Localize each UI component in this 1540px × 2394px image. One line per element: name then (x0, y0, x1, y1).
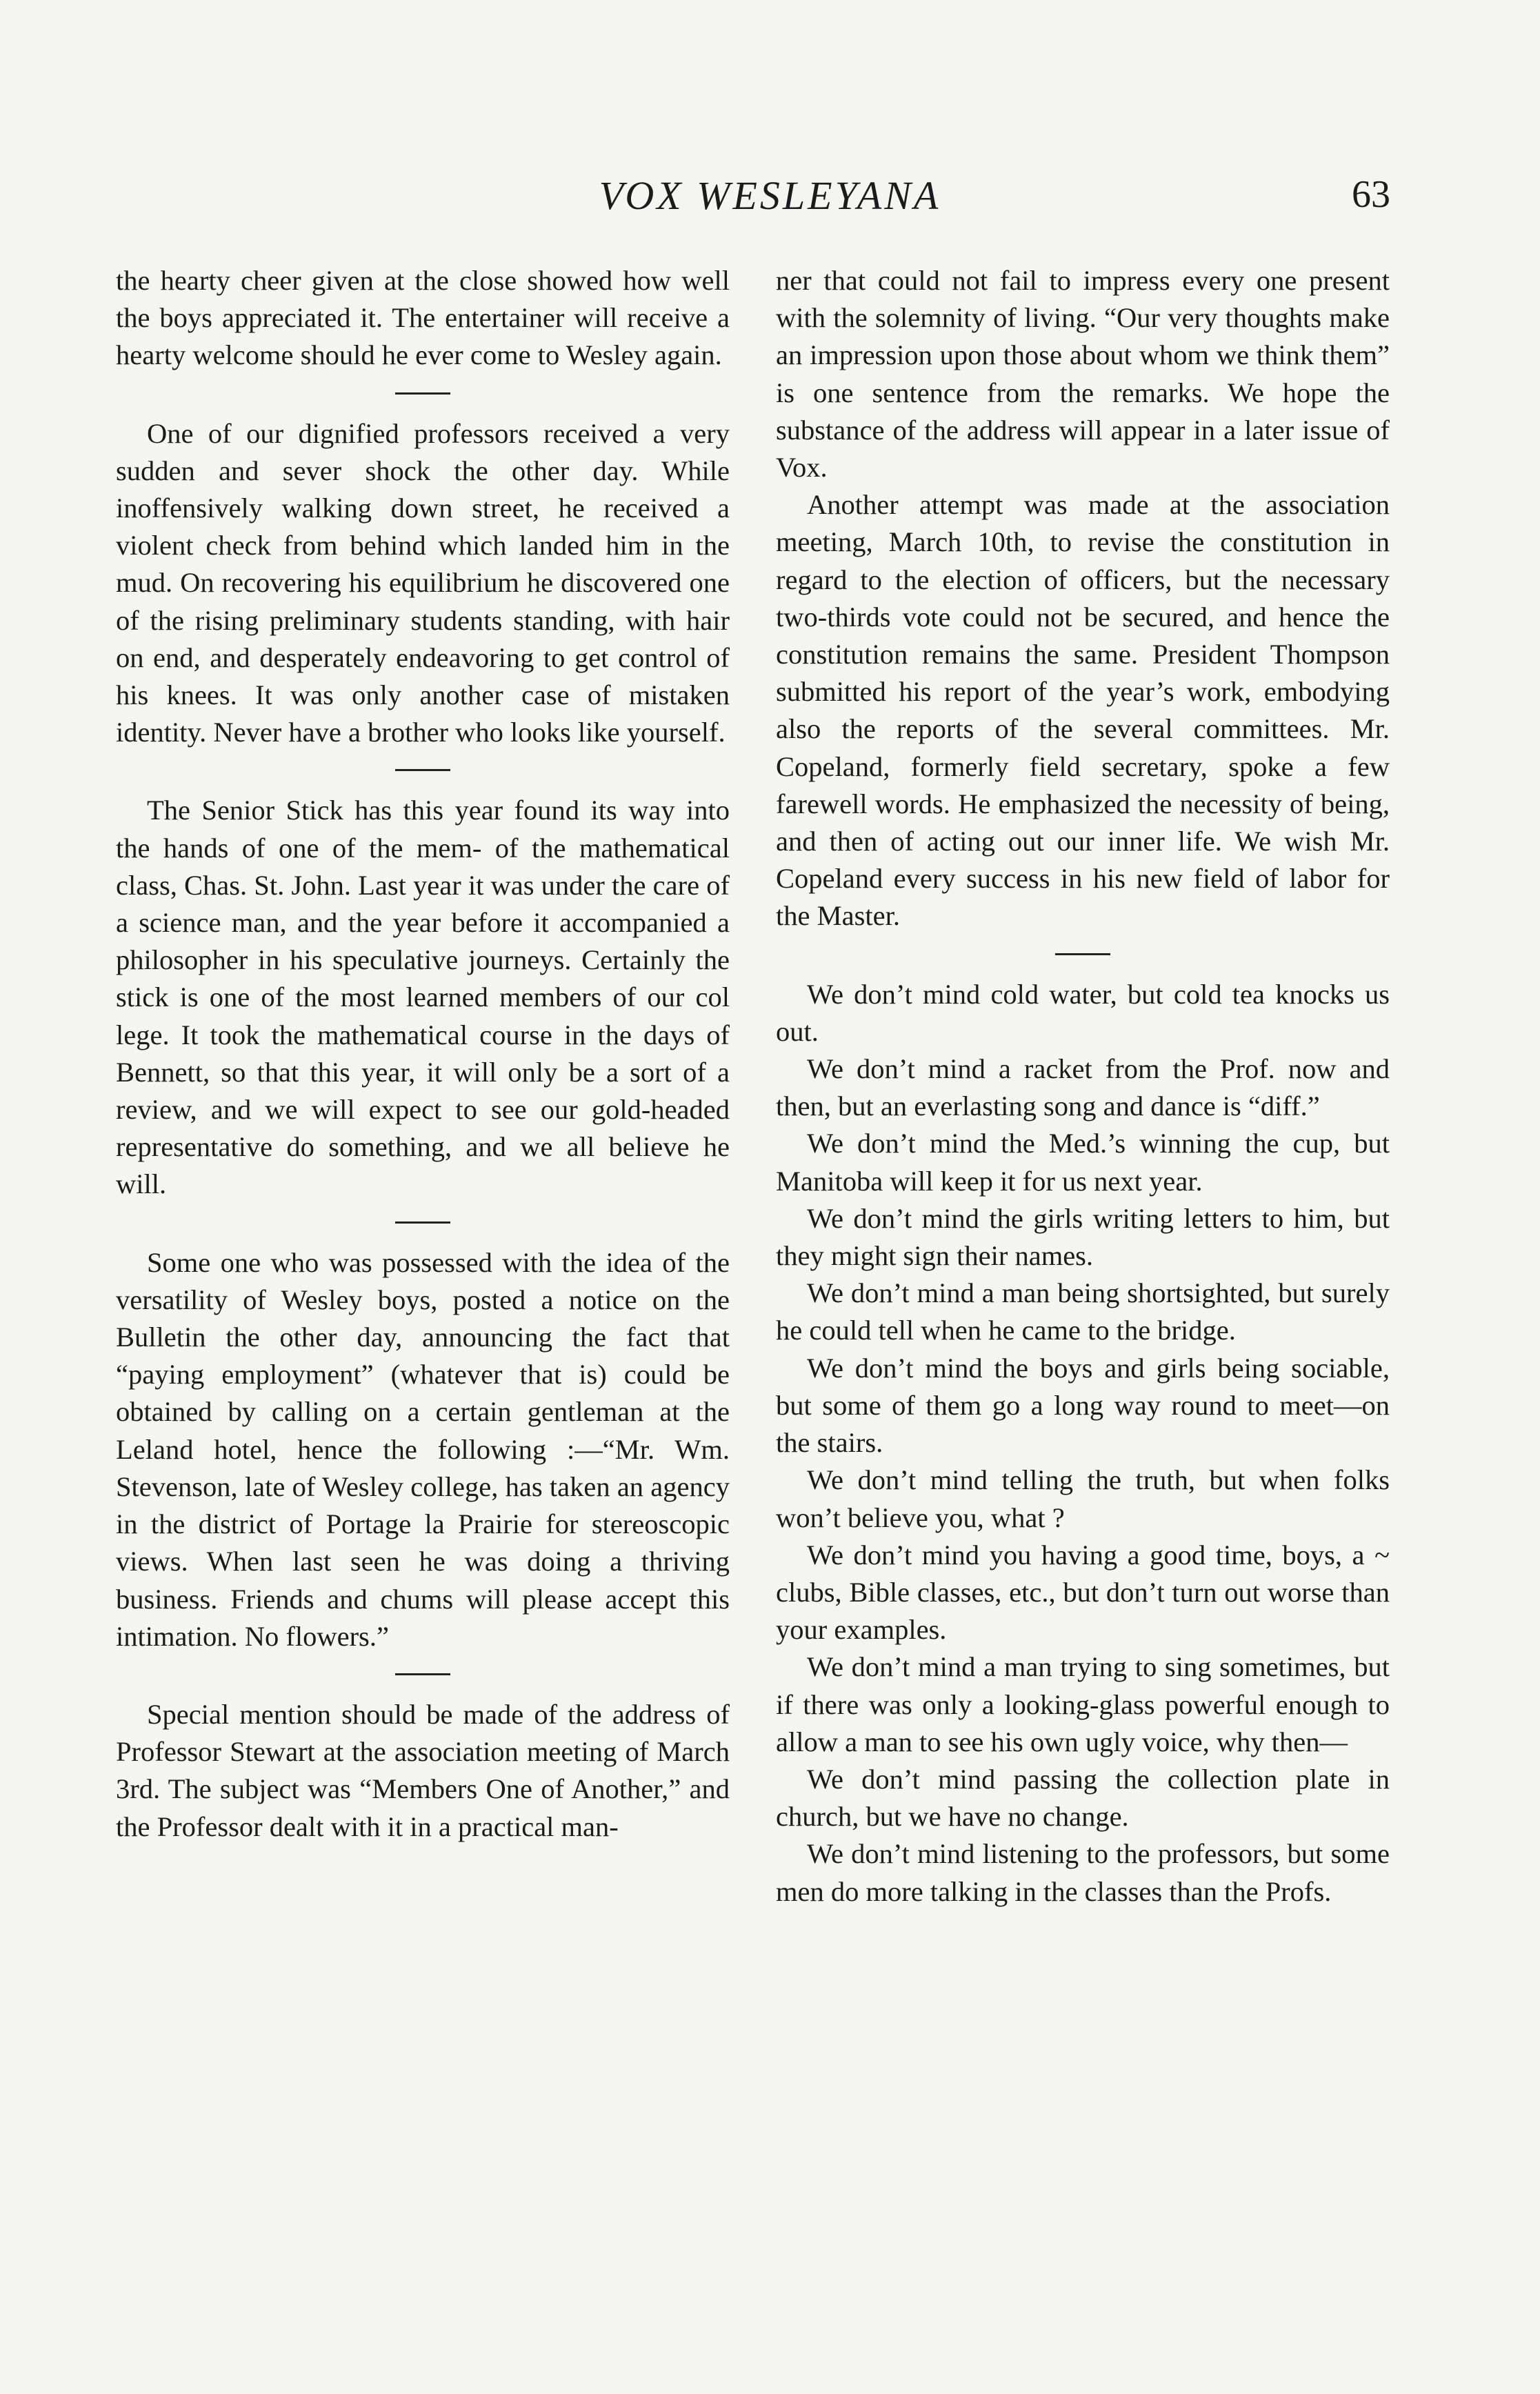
we-dont-mind-item: We don’t mind cold water, but cold tea knocks us out. (776, 978, 1390, 1047)
paragraph-senior-stick: The Senior Stick has this year found its way into the hands of one of the mem- of the mathematical class, Chas. St. John. Last year it was under the care of a science man, and the year before it accompanied a philosopher in his speculative journeys. Certainly the stick is one of the most learned members of our col lege. It took the mathematical course in the days of Bennett, so that this year, it will only be a sort of a review, and we will expect to see our gold-headed representative do something, and we all believe he will. (116, 795, 730, 1200)
paragraph-professor-shock: One of our dignified professors received a very sudden and sever shock the other day. While inoffensively walking down street, he received a violent check from behind which landed him in the mud. On recovering his equilibrium he discovered one of the rising preliminary students standing, with hair on end, and desperately endeavoring to get control of his knees. It was only another case of mistaken identity. Never have a brother who looks like yourself. (116, 417, 730, 748)
left-column (116, 262, 730, 1846)
we-dont-mind-item: We don’t mind a man being shortsighted, but surely he could tell when he came to the bridge. (776, 1277, 1390, 1346)
we-dont-mind-item: We don’t mind the boys and girls being sociable, but some of them go a long way round to meet—on the stairs. (776, 1352, 1390, 1459)
paragraph-association-meeting: Another attempt was made at the association meeting, March 10th, to revise the constitution in regard to the election of officers, but the necessary two-thirds vote could not be secured, and hence the constitution remains the same. President Thompson submitted his report of the year’s work, embodying also the reports of the several committees. Mr. Copeland, formerly field secretary, spoke a few farewell words. He emphasized the necessity of being, and then of acting out our inner life. We wish Mr. Copeland every success in his new field of labor for the Master. (776, 489, 1390, 932)
section-divider (395, 1221, 450, 1224)
section-divider (395, 769, 450, 771)
we-dont-mind-item: We don’t mind telling the truth, but when folks won’t believe you, what ? (776, 1464, 1390, 1533)
page-number: 63 (1352, 173, 1390, 216)
right-column (776, 262, 1390, 1911)
we-dont-mind-item: We don’t mind passing the collection plate in church, but we have no change. (776, 1763, 1390, 1833)
we-dont-mind-item: We don’t mind the Med.’s winning the cup, but Manitoba will keep it for us next year. (776, 1128, 1390, 1197)
we-dont-mind-item: We don’t mind the girls writing letters to him, but they might sign their names. (776, 1202, 1390, 1272)
paragraph-address-continued: ner that could not fail to impress every one present with the solemnity of living. “Our very thoughts make an impression upon those about whom we think them” is one sentence from the remarks. We hope the substance of the address will appear in a later issue of Vox. (776, 265, 1390, 483)
we-dont-mind-item: We don’t mind a man trying to sing sometimes, but if there was only a looking-glass powerful enough to allow a man to see his own ugly voice, why then— (776, 1651, 1390, 1757)
paragraph-stewart-address: Special mention should be made of the address of Professor Stewart at the association meeting of March 3rd. The subject was “Members One of Another,” and the Professor dealt with it in a practical man- (116, 1698, 730, 1842)
we-dont-mind-item: We don’t mind listening to the professors, but some men do more talking in the classes than the Profs. (776, 1838, 1390, 1907)
section-divider (1055, 953, 1110, 955)
we-dont-mind-item: We don’t mind you having a good time, boys, a ~ clubs, Bible classes, etc., but don’t turn out worse than your examples. (776, 1539, 1390, 1646)
paragraph-entertainer: the hearty cheer given at the close showed how well the boys appreciated it. The entertainer will receive a hearty welcome should he ever come to Wesley again. (116, 265, 730, 371)
running-head (0, 172, 1540, 228)
paragraph-stevenson-notice: Some one who was possessed with the idea of the versatility of Wesley boys, posted a notice on the Bulletin the other day, announcing the fact that “paying employment” (whatever that is) could be obtained by calling on a certain gentleman at the Leland hotel, hence the following :—“Mr. Wm. Stevenson, late of Wesley college, has taken an agency in the district of Portage la Prairie for stereoscopic views. When last seen he was doing a thriving business. Friends and chums will please accept this intimation. No flowers.” (116, 1246, 730, 1652)
journal-title: VOX WESLEYANA (599, 173, 941, 218)
section-divider (395, 392, 450, 395)
we-dont-mind-item: We don’t mind a racket from the Prof. now and then, but an everlasting song and dance is “diff.” (776, 1053, 1390, 1122)
section-divider (395, 1673, 450, 1675)
